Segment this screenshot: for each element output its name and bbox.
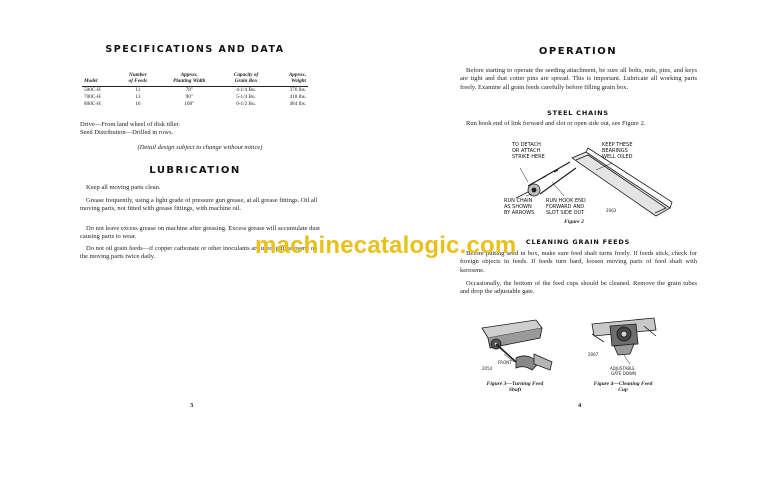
cleaning-paragraph: Occasionally, the bottom of the feed cups should be cleaned. Remove the grain tubes and drop the adjustable gate. (460, 280, 697, 296)
figure-4-caption-line-1: Figure 4—Cleaning Feed (593, 381, 653, 387)
figure-2-code: 2063 (606, 208, 617, 213)
figure-4-gate-label-2: GATE DOWN (611, 371, 636, 376)
label-bearings-3: WELL OILED (602, 154, 633, 160)
cell-feeds: 16 (135, 100, 141, 107)
lubrication-paragraph: Do not leave excess grease on machine after greasing. Excess grease will accumulate dust causing parts to wear. (80, 225, 320, 241)
label-hook-2: FORWARD AND (546, 204, 585, 210)
page-number: 4 (578, 402, 582, 409)
label-chain-1: RUN CHAIN (504, 198, 533, 204)
table-row (82, 101, 308, 108)
figure-3-code: 2054 (482, 366, 493, 371)
steel-chains-title: STEEL CHAINS (547, 109, 609, 117)
label-hook-1: RUN HOOK END (546, 198, 586, 204)
operation-title: OPERATION (538, 46, 618, 57)
label-bearings-2: BEARINGS (602, 148, 628, 154)
drive-text: Drive—From land wheel of disk tiller. (80, 121, 181, 128)
figure-4-illustration (584, 314, 664, 380)
cleaning-title: CLEANING GRAIN FEEDS (525, 238, 631, 246)
figure-4-gate-label-1: ADJUSTABLE (610, 366, 635, 371)
cell-width: 108" (184, 100, 195, 107)
label-detach-3: STRIKE HERE (512, 154, 545, 160)
col-header-capacity: Capacity of Grain Box (221, 72, 271, 86)
cell-width: 90" (185, 93, 193, 100)
figure-2-caption: Figure 2 (564, 219, 584, 225)
page-number: 3 (190, 402, 194, 409)
lubrication-paragraph: Keep all moving parts clean. (86, 184, 161, 191)
operation-text: Before starting to operate the seeding attachment, be sure all bolts, nuts, pins, and keys are tight and that cotter pins are spread. This is important. Lubricate all working parts freely. Examine all grain feeds carefully before filling grain box. (460, 67, 697, 91)
figure-3-front-label: FRONT (498, 360, 512, 365)
spec-table-header-row (82, 72, 308, 86)
label-hook-3: SLOT SIDE OUT (546, 210, 585, 216)
label-detach-1: TO DETACH (512, 142, 541, 148)
label-bearings-1: KEEP THESE (602, 142, 633, 148)
cell-model: 800C-H (84, 100, 101, 107)
cell-feeds: 13 (135, 93, 141, 100)
watermark-text: machinecatalogic.com (255, 232, 517, 259)
spec-title: SPECIFICATIONS AND DATA (105, 44, 285, 55)
figure-3-drawing (482, 320, 552, 370)
cell-capacity: 6-1/2 Bu. (236, 100, 256, 107)
col-header-model: Model (82, 72, 118, 86)
notice-text: (Detail design subject to change without notice) (137, 144, 263, 151)
figure-3-caption-line-2: Shaft (508, 387, 522, 393)
cell-capacity: 5-1/4 Bu. (236, 93, 256, 100)
figure-4-drawing (592, 318, 656, 364)
figure-2-diagram (502, 138, 682, 220)
label-chain-3: BY ARROWS (504, 210, 535, 216)
cell-weight: 376 lbs. (289, 86, 306, 93)
figure-3-illustration (476, 318, 556, 380)
lubrication-paragraph: Do not oil grain feeds—if copper carbonate or other inoculants are used, put kerosene on the moving parts twice daily. (80, 245, 318, 261)
lubrication-paragraph: Grease frequently, using a light grade of pressure gun grease, at all grease fittings. Oil all moving parts, not fitted with grease fittings, with machine oil. (80, 197, 318, 213)
figure-4-caption-line-2: Cup (618, 387, 628, 393)
lubrication-title: LUBRICATION (149, 165, 241, 176)
steel-chains-text: Run hook end of link forward and slot or open side out, see Figure 2. (466, 120, 646, 127)
cell-model: 500C-H (84, 86, 101, 93)
col-header-width: Approx. Planting Width (157, 72, 221, 86)
cell-model: 700C-H (84, 93, 101, 100)
spec-table (82, 72, 308, 108)
label-detach-2: OR ATTACH (512, 148, 541, 154)
seed-distribution-text: Seed Distribution—Drilled in rows. (80, 129, 174, 136)
figure-3-caption-line-1: Figure 3—Turning Feed (486, 381, 544, 387)
table-row (82, 86, 308, 93)
table-row (82, 94, 308, 101)
col-header-feeds: Number of Feeds (118, 72, 157, 86)
col-header-weight: Approx. Weight (271, 72, 308, 86)
cell-weight: 418 lbs. (289, 93, 306, 100)
figure-4-code: 2067 (588, 352, 599, 357)
cleaning-paragraph: Before putting seed in box, make sure feed shaft turns freely. If feeds stick, check for foreign objects in feeds. If feeds turn hard, loosen moving parts of feed shaft with kerosene. (460, 250, 697, 274)
cell-width: 78" (185, 86, 193, 93)
cell-weight: 484 lbs. (289, 100, 306, 107)
cell-feeds: 11 (135, 86, 141, 93)
label-chain-2: AS SHOWN (504, 204, 532, 210)
cell-capacity: 4-1/4 Bu. (236, 86, 256, 93)
